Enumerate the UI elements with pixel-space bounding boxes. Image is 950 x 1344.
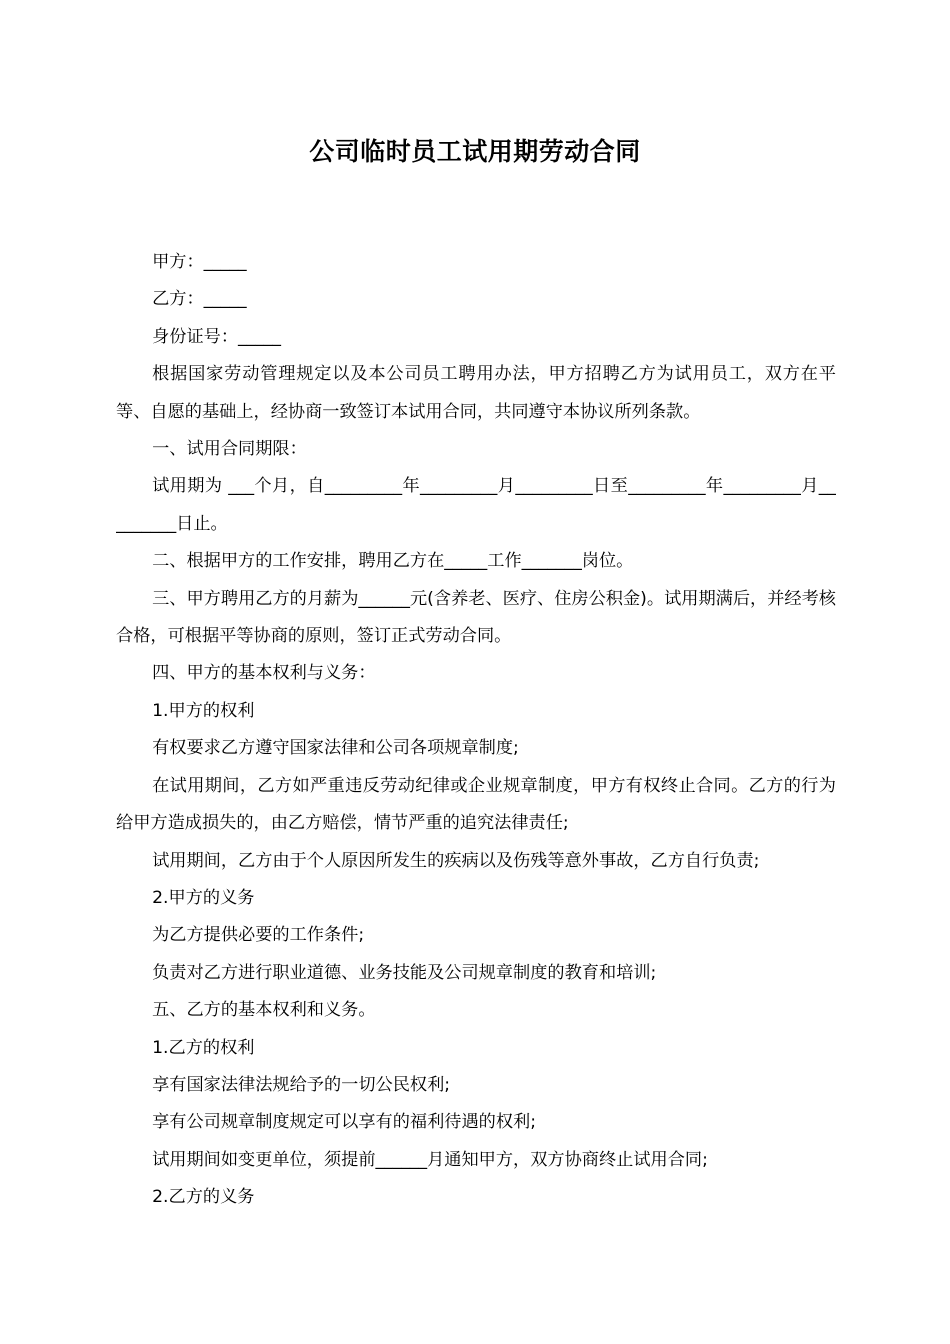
clause-paragraph: 试用期间，乙方由于个人原因所发生的疾病以及伤残等意外事故，乙方自行负责; [152,850,760,871]
clause-paragraph: 试用期间如变更单位，须提前______月通知甲方，双方协商终止试用合同; [152,1149,708,1170]
section-heading: 二、根据甲方的工作安排，聘用乙方在_____工作_______岗位。 [152,551,634,572]
party-b-line: 乙方：_____ [152,289,247,310]
clause-paragraph: 有权要求乙方遵守国家法律和公司各项规章制度; [152,738,519,759]
subsection-heading: 2.乙方的义务 [152,1187,255,1208]
section-heading: 五、乙方的基本权利和义务。 [152,1000,376,1021]
clause-paragraph: 为乙方提供必要的工作条件; [152,925,365,946]
probation-period-paragraph: 试用期为 ___个月，自_________年_________月_________日至_________年_________月_________日止。 [116,476,836,534]
party-a-line: 甲方：_____ [152,252,247,272]
clause-paragraph: 在试用期间，乙方如严重违反劳动纪律或企业规章制度，甲方有权终止合同。乙方的行为给甲方造成损失的，由乙方赔偿，情节严重的追究法律责任; [116,775,836,834]
id-number-line: 身份证号：_____ [152,326,282,347]
section-heading: 一、试用合同期限： [152,439,307,460]
clause-paragraph: 负责对乙方进行职业道德、业务技能及公司规章制度的教育和培训; [152,962,657,983]
subsection-heading: 1.甲方的权利 [152,700,255,721]
preamble-paragraph: 根据国家劳动管理规定以及本公司员工聘用办法，甲方招聘乙方为试用员工，双方在平等、自愿的基础上，经协商一致签订本试用合同，共同遵守本协议所列条款。 [116,364,836,422]
subsection-heading: 2.甲方的义务 [152,887,255,908]
clause-paragraph: 享有国家法律法规给予的一切公民权利; [152,1074,451,1095]
salary-paragraph: 三、甲方聘用乙方的月薪为______元(含养老、医疗、住房公积金)。试用期满后，并经考核合格，可根据平等协商的原则，签订正式劳动合同。 [116,588,836,647]
document-title: 公司临时员工试用期劳动合同 [309,137,641,166]
subsection-heading: 1.乙方的权利 [152,1037,255,1058]
clause-paragraph: 享有公司规章制度规定可以享有的福利待遇的权利; [152,1112,537,1133]
section-heading: 四、甲方的基本权利与义务： [152,663,376,684]
document-body [116,244,836,1217]
